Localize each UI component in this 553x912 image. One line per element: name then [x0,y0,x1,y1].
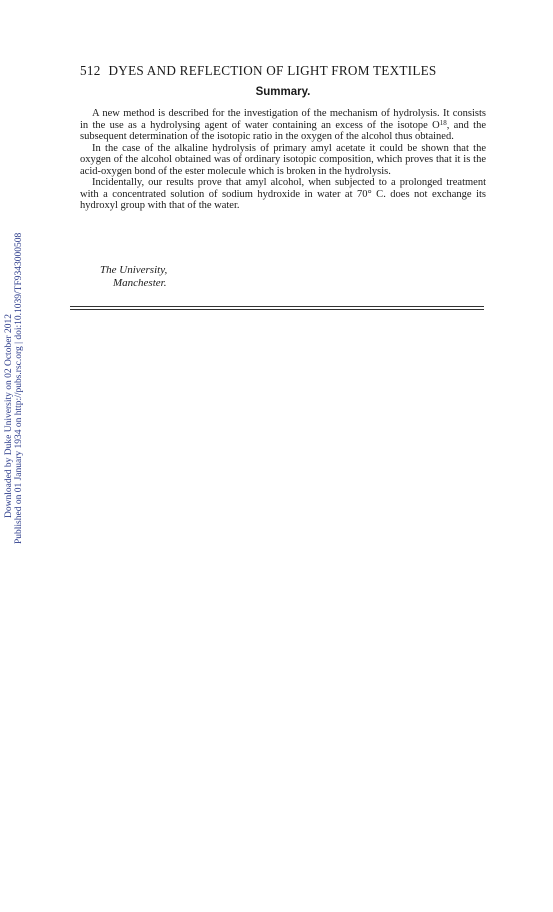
affiliation-city: Manchester. [113,276,167,289]
running-title: DYES AND REFLECTION OF LIGHT FROM TEXTILES [108,63,437,78]
summary-paragraph-3: Incidentally, our results prove that amyl alcohol, when subjected to a prolonged treatment with a concentrated solution of sodium hydroxide in water at 70° C. does not exchange its hydroxyl group with that of the water. [80,177,486,211]
running-header [80,63,486,79]
section-title: Summary. [255,86,311,98]
summary-body [80,108,486,212]
end-rule-thick [70,306,484,307]
isotope-superscript: 18 [439,118,447,127]
summary-paragraph-1: A new method is described for the investigation of the mechanism of hydrolysis. It consists in the use as a hydrolysing agent of water containing an excess of the isotope $O^{18}$, and the subsequent determination of the isotopic ratio in the oxygen of the alcohol thus obtained. [80,108,486,142]
publication-notice: Published on 01 January 1934 on http://pubs.rsc.org | doi:10.1039/TF9343000508 [14,232,24,544]
summary-paragraph-2: In the case of the alkaline hydrolysis of primary amyl acetate it could be shown that the oxygen of the alcohol obtained was of ordinary isotopic composition, which proves that it is the acid-oxygen bond of the ester molecule which is broken in the hydrolysis. [80,142,486,177]
page-number: 512 [80,63,101,78]
download-notice: Downloaded by Duke University on 02 October 2012 [4,314,14,518]
affiliation [100,264,167,289]
affiliation-institution: The University, [100,264,168,276]
end-rule-thin [70,309,484,310]
